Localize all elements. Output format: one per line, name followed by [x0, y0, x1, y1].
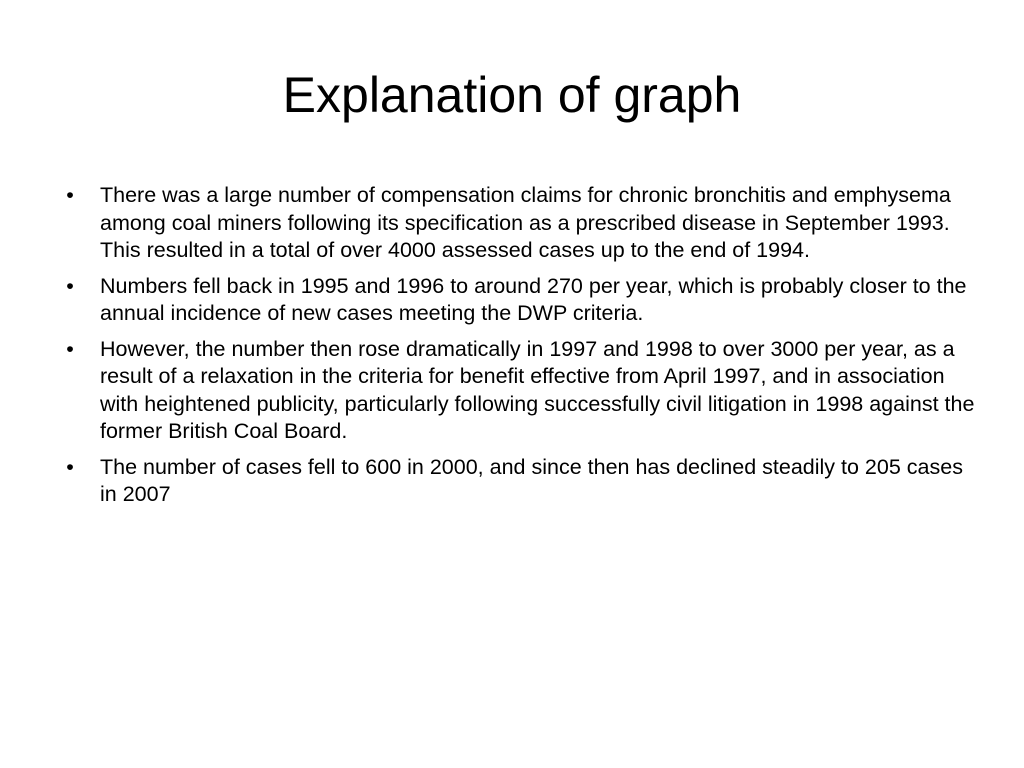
bullet-icon: • [66, 183, 74, 207]
list-item [60, 336, 975, 446]
bullet-icon: • [66, 273, 74, 298]
bullet-text: The number of cases fell to 600 in 2000, and since then has declined steadily to 205 cases in 2007 [100, 454, 963, 506]
slide-title: Explanation of graph [282, 67, 742, 123]
list-item [60, 273, 975, 328]
bullet-text: There was a large number of compensation claims for chronic bronchitis and emphysema among coal miners following its specification as a prescribed disease in September 1993. This resulted in a total of over 4000 assessed cases up to the end of 1994. [100, 183, 951, 262]
bullet-icon: • [66, 336, 74, 361]
list-item [60, 454, 975, 509]
bullet-icon: • [66, 454, 74, 479]
bullet-text: However, the number then rose dramatically in 1997 and 1998 to over 3000 per year, as a result of a relaxation in the criteria for benefit effective from April 1997, and in association with heightened publicity, particularly following successfully civil litigation in 1998 against the former British Coal Board. [100, 336, 975, 443]
list-item [60, 182, 975, 265]
bullet-text: Numbers fell back in 1995 and 1996 to around 270 per year, which is probably closer to the annual incidence of new cases meeting the DWP criteria. [100, 273, 967, 325]
bullet-list [60, 182, 975, 517]
